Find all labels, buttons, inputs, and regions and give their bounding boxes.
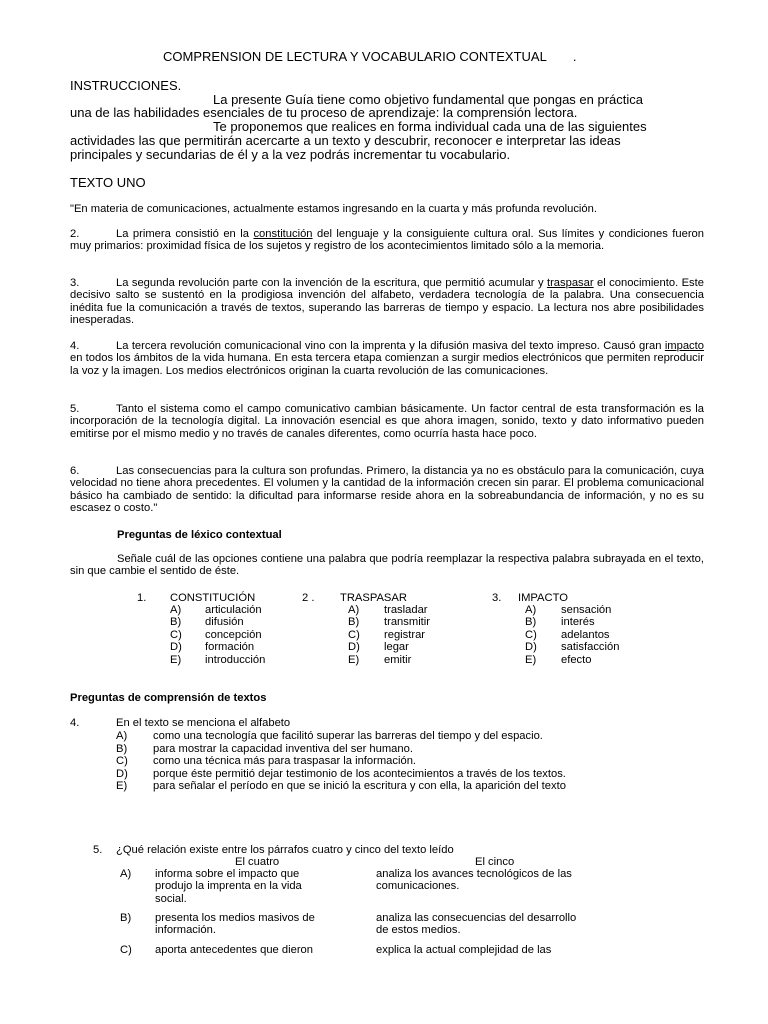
paragraph-number: 2. [70,228,80,240]
option-letter: C) [116,755,128,767]
paragraph-4 [70,340,704,377]
option-text: difusión [205,616,244,629]
option-letter: B) [348,616,360,629]
lexico-instruction: Señale cuál de las opciones contiene una palabra que podría reemplazar la respectiva palabra subrayada en el texto, sin que cambie el sentido de éste. [70,553,704,578]
option-letter: A) [116,730,128,742]
option-letter: B) [120,912,132,924]
option-text: concepción [205,628,262,641]
lexico-question-number: 2 . [302,592,315,604]
option-col2-text: comunicaciones. [376,880,460,893]
option-text: para señalar el período en que se inició la escritura y con ella, la aparición del texto [153,780,566,792]
option-text: sensación [561,604,612,616]
option-letter: A) [348,604,360,616]
lexico-question-word: TRASPASAR [340,592,407,604]
option-text: efecto [561,653,592,666]
title-dot: . [572,49,577,64]
option-text: introducción [205,653,266,666]
paragraph-text: del lenguaje y la consiguiente cultura oral. Sus límites y condiciones fueron muy primarios: proximidad física de los sujetos y registro de los acontecimientos limitado sólo a la memoria. [70,228,704,253]
texto-intro: "En materia de comunicaciones, actualmente estamos ingresando en la cuarta y más profunda revolución. [70,203,597,215]
instructions-p1-line2: una de las habilidades esenciales de tu proceso de aprendizaje: la comprensión lectora. [70,105,578,120]
option-col2-text: analiza las consecuencias del desarrollo [376,912,577,924]
option-text: transmitir [384,616,430,629]
comprension-heading: Preguntas de comprensión de textos [70,692,267,704]
underlined-word-impacto: impacto [664,340,704,352]
texto-uno-heading: TEXTO UNO [70,175,146,190]
paragraph-text: Tanto el sistema como el campo comunicativo cambian básicamente. Un factor central de esta transformación es la incorporación de la tecnología digital. La innovación esencial es que ahora imagen, sonido, texto y dato informativo pueden emitirse por el mismo medio y no través de canales diferentes, como ocurría hasta hace poco. [70,403,704,440]
option-letter: D) [348,641,360,654]
question-5-number: 5. [93,844,103,856]
document-title [163,50,576,63]
option-col2-text: explica la actual complejidad de las [376,944,552,956]
paragraph-text: Las consecuencias para la cultura son profundas. Primero, la distancia ya no es obstáculo para la comunicación, cuya velocidad no tiene ahora precedentes. El volumen y la cantidad de la información crecen sin parar. El problema comunicacional básico ha cambiado de sentido: la dificultad para informarse reside ahora en la sobreabundancia de información, y no es su escasez o costo." [70,465,704,515]
lexico-heading: Preguntas de léxico contextual [117,529,282,541]
instructions-p2-line1: Te proponemos que realices en forma individual cada una de las siguientes [213,119,647,134]
option-text: porque éste permitió dejar testimonio de los acontecimientos a través de los textos. [153,767,566,780]
option-letter: C) [170,628,182,641]
option-letter: E) [116,780,128,792]
instructions-label: INSTRUCCIONES. [70,78,182,93]
option-text: trasladar [384,604,428,616]
option-letter: C) [525,628,537,641]
option-col1-text: aporta antecedentes que dieron [155,944,313,956]
option-text: para mostrar la capacidad inventiva del ser humano. [153,742,413,755]
paragraph-number: 4. [70,340,80,352]
question-4-stem: En el texto se menciona el alfabeto [116,717,291,729]
option-letter: D) [116,767,128,780]
column-header-cuatro: El cuatro [235,856,280,868]
option-col1-text: información. [155,924,216,937]
option-letter: D) [525,641,537,654]
option-col2-text: de estos medios. [376,924,461,937]
paragraph-number: 6. [70,465,80,477]
option-letter: C) [348,628,360,641]
title-text: COMPRENSION DE LECTURA Y VOCABULARIO CONTEXTUAL [163,49,547,64]
paragraph-number: 3. [70,277,80,289]
paragraph-text: La segunda revolución parte con la invención de la escritura, que permitió acumular y [116,277,547,289]
underlined-word-constitucion: constitución [253,228,313,240]
option-col1-text: presenta los medios masivos de [155,912,315,924]
option-letter: E) [170,653,182,666]
option-text: emitir [384,653,412,666]
instructions-p2-line3: principales y secundarias de él y a la vez podrás incrementar tu vocabulario. [70,147,511,162]
lexico-question-word: IMPACTO [518,592,568,604]
option-letter: A) [170,604,182,616]
option-text: interés [561,616,595,629]
paragraph-text: La primera consistió en la [116,228,254,240]
paragraph-2 [70,228,704,253]
option-text: adelantos [561,628,610,641]
option-letter: A) [120,868,132,880]
question-5-stem: ¿Qué relación existe entre los párrafos cuatro y cinco del texto leído [116,844,454,856]
instructions-p2-line2: actividades las que permitirán acercarte a un texto y descubrir, reconocer e interpretar las ideas [70,133,621,148]
option-letter: D) [170,641,182,654]
paragraph-5 [70,403,704,440]
paragraph-3 [70,277,704,327]
option-col1-text: produjo la imprenta en la vida [155,880,302,893]
option-letter: A) [525,604,537,616]
option-text: como una tecnología que facilitó superar las barreras del tiempo y del espacio. [153,730,543,742]
lexico-question-number: 1. [137,592,147,604]
option-col1-text: social. [155,892,187,905]
option-col2-text: analiza los avances tecnológicos de las [376,868,572,880]
column-header-cinco: El cinco [475,856,515,868]
lexico-question-number: 3. [492,592,502,604]
paragraph-text: La tercera revolución comunicacional vino con la imprenta y la difusión masiva del texto impreso. Causó gran [116,340,665,352]
paragraph-text: en todos los ámbitos de la vida humana. En esta tercera etapa comienzan a surgir medios electrónicos que permiten reproducir la voz y la imagen. Los medios electrónicos originan la cuarta revolución de las comunicaciones. [70,352,704,377]
option-text: formación [205,641,255,654]
paragraph-number: 5. [70,403,80,415]
option-text: satisfacción [561,641,620,654]
paragraph-6 [70,465,704,515]
instructions-p1-line1: La presente Guía tiene como objetivo fundamental que pongas en práctica [213,92,644,107]
option-text: como una técnica más para traspasar la información. [153,755,417,767]
lexico-question-word: CONSTITUCIÓN [170,592,256,604]
option-letter: E) [525,653,537,666]
question-4-number: 4. [70,717,80,729]
paragraph-text: el conocimiento. Este decisivo salto se sustentó en la prodigiosa invención del alfabeto, verdadera tecnología de la palabra. Una consecuencia inédita fue la comunicación a través de textos, superando las barreras de tiempo y espacio. La lectura nos abre posibilidades inesperadas. [70,277,704,327]
option-col1-text: informa sobre el impacto que [155,868,300,880]
option-text: registrar [384,628,426,641]
underlined-word-traspasar: traspasar [546,277,594,289]
option-text: articulación [205,604,262,616]
option-text: legar [384,641,409,654]
option-letter: E) [348,653,360,666]
option-letter: B) [116,742,128,755]
option-letter: B) [525,616,537,629]
option-letter: B) [170,616,182,629]
option-letter: C) [120,944,132,956]
